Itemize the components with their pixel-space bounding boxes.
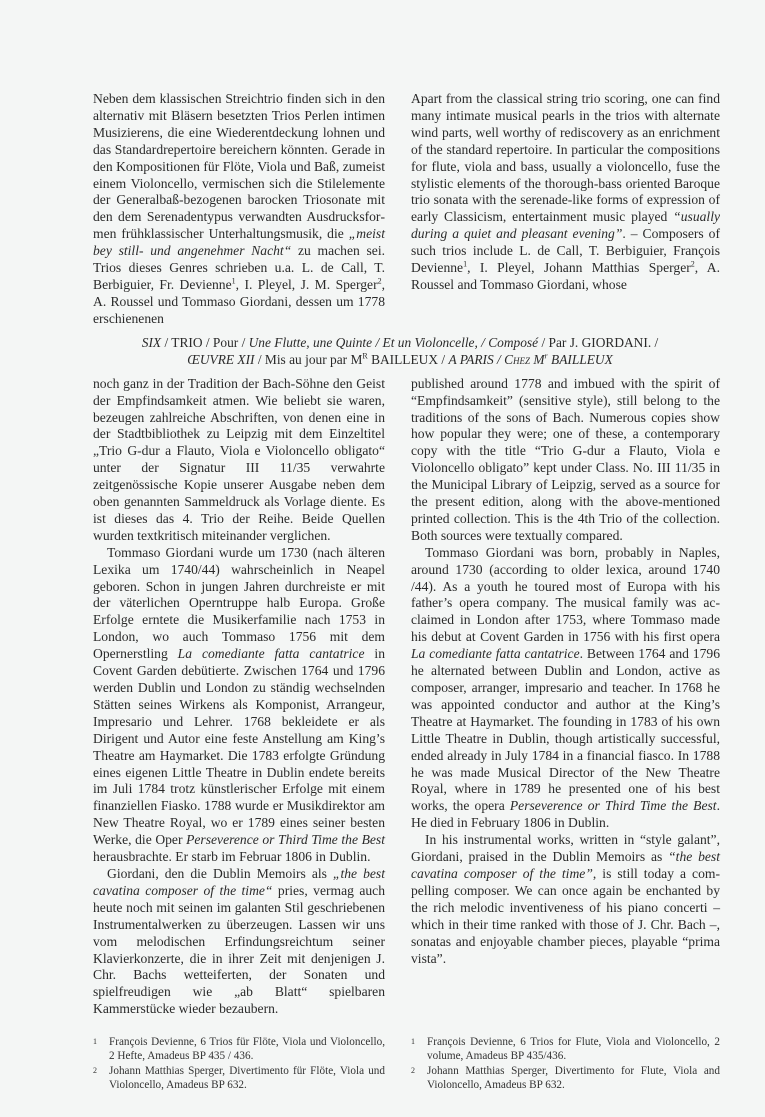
- text-run: , A. Roussel and Tommaso Giordani, whose: [411, 260, 720, 292]
- italic-text: „meist bey still- und angenehmer Nacht“: [93, 226, 385, 259]
- italic-text: ŒUVRE XII: [187, 351, 255, 367]
- footnote-number: 1: [93, 1037, 97, 1047]
- german-footnotes: [93, 1036, 385, 1093]
- german-intro-column: [93, 91, 385, 328]
- footnote-text: François Devienne, 6 Trios für Flöte, Viola und Violoncello, 2 Hefte, Amadeus BP 435 / 436.: [109, 1036, 385, 1062]
- english-paragraph: [411, 376, 720, 545]
- footnote-number: 2: [93, 1065, 97, 1075]
- english-intro-column: [411, 91, 720, 294]
- italic-text: Perseverence or Third Time the Best: [509, 798, 717, 814]
- footnote-ref: 2: [377, 276, 382, 286]
- italic-text: La comediante fatta cantatrice: [411, 646, 580, 662]
- intro-section: [93, 91, 720, 328]
- footnote-text: François Devienne, 6 Trios for Flute, Viola and Violoncello, 2 volume, Amadeus BP 435/436.: [427, 1036, 720, 1062]
- text-run: Apart from the classical string trio scoring, one can find many intimate musical pearls in the trios with alternate wind parts, well worthy of rediscovery as an enrichment of the standard repertoire. In particular the compositions for flute, viola and bass, usually a violoncello, fuse the stylistic elements of the thorough-bass oriented Baroque trio sonata with the serenade-like forms of expression of early Classicism, entertainment music played: [411, 91, 720, 225]
- text-run: BAILLEUX /: [367, 351, 449, 367]
- text-run: / TRIO / Pour /: [161, 334, 249, 350]
- footnote: [411, 1065, 720, 1093]
- english-paragraph: [411, 545, 720, 832]
- footnote: [93, 1036, 385, 1064]
- footnote-ref: r: [544, 351, 548, 361]
- text-run: / Mis au jour par M: [254, 351, 363, 367]
- text-run: , I. Pleyel, Johann Matthias Sperger: [467, 260, 691, 276]
- historical-title-page: [80, 334, 720, 368]
- german-paragraph: [93, 376, 385, 545]
- italic-text: Perseverence or Third Time the Best: [186, 832, 385, 848]
- text-run: , A. Roussel und Tommaso Giordani, dessen um 1778 erschienenen: [93, 276, 385, 326]
- text-run: Giordani, den die Dublin Memoirs als: [107, 865, 333, 881]
- text-run: Tommaso Giordani was born, probably in Naples, around 1730 (according to older lexica, around 1740 /44). As a youth he toured most of Europa with his father’s opera company. The musical family was acclaimed in London after 1753, where Tommaso made his debut at Covent Garden in 1756 with his first opera: [411, 544, 720, 645]
- text-run: Tommaso Giordani wurde um 1730 (nach älteren Lexika um 1740/44) wahrscheinlich in Neapel geboren. Schon in jungen Jahren durchreiste er mit der väterlichen Operntruppe halb Europa. Große Erfolge erntete die Musikerfamilie nach 1753 in London, wo auch Tommaso 1756 mit dem Opernerstling: [93, 544, 385, 662]
- italic-text: Une Flutte, une Quinte / Et un Violoncelle, / Composé: [248, 334, 539, 350]
- english-paragraph: [411, 832, 720, 967]
- italic-text: BAILLEUX: [547, 351, 613, 367]
- title-line-1: [80, 334, 720, 351]
- english-footnotes: [411, 1036, 720, 1093]
- german-paragraph: [93, 866, 385, 1018]
- footnotes-section: [93, 1036, 720, 1093]
- text-run: herausbrachte. Er starb im Februar 1806 in Dublin.: [93, 849, 371, 865]
- italic-text: “usually during a quiet and pleasant evening”: [411, 209, 720, 242]
- text-run: . Between 1764 and 1796 he alternated between Dublin and London, active as composer, arranger, impresario and teacher. In 1768 he was appointed conductor and author at the King’s Theatre at Haymarket. The founding in 1783 of his own Little Theatre in Dublin, though artistically successful, ended already in July 1784 in a financial fiasco. In 1788 he was made Musical Director of the New Theatre Royal, where in 1789 he presented one of his best works, the opera: [411, 646, 720, 814]
- text-run: published around 1778 and imbued with the spirit of “Empfindsamkeit” (sensitive style), still belong to the traditions of the sons of Bach. Numerous copies show how popular they were; one of these, a contemporary copy with the title “Trio G-dur a Flauto, Viola e Violoncello obligato” kept under Class. No. III 11/35 in the Municipal Library of Leipzig, served as a source for the present edition, along with the above-mentioned printed collection. This is the 4th Trio of the collection. Both sources were textually compared.: [411, 375, 720, 543]
- italic-text: SIX: [141, 334, 162, 350]
- footnote-ref: R: [362, 351, 368, 361]
- german-paragraph: [93, 545, 385, 866]
- text-run: noch ganz in der Tradition der Bach-Söhne den Geist der Empfindsamkeit atmen. Wie beliebt sie waren, bezeugen zahlreiche Abschriften, von denen eine in der Stadtbibliothek zu Leipzig mit dem Einzeltitel „Trio G-dur a Flauto, Viola e Violoncello obligato“ unter der Signatur III 11/35 verwahrte zeitgenössische Kopie unserer Ausgabe neben dem oben genannten Sammeldruck als Vorlage diente. Es ist dieses das 4. Trio der Reihe. Beide Quellen wurden textkritisch miteinander verglichen.: [93, 375, 385, 543]
- english-body-column: [411, 376, 720, 968]
- text-run: , is still today a compelling composer. We can once again be enchanted by the rich melodic inventiveness of his piano concerti – which in their time ranked with those of J. Chr. Bach –, sonatas and enjoyable chamber pieces, playable “prima vista”.: [411, 865, 720, 966]
- footnote: [93, 1065, 385, 1093]
- text-run: pries, vermag auch heute noch mit seinen im galanten Stil geschriebenen Instrumentalwerken zu überzeugen. Lassen wir uns vom melodischen Erfindungsreichtum seiner Klavierkonzerte, die in ihrer Zeit mit denjenigen J. Chr. Bachs wetteiferten, der Sonaten und spielfreudigen wie „ab Blatt“ spielbaren Kammerstücke wieder bezaubern.: [93, 882, 385, 1017]
- text-run: , I. Pleyel, J. M. Sperger: [235, 276, 378, 292]
- italic-text: La comediante fatta cantatrice: [177, 646, 365, 662]
- italic-text: “the best cavatina composer of the time”: [411, 849, 720, 881]
- text-run: / Par J. GIORDANI. /: [538, 334, 659, 350]
- text-run: zu machen sei. Trios dieses Genres schrieben u.a. L. de Call, T. Berbiguier, Fr. Devienne: [93, 243, 386, 292]
- english-paragraph: [411, 91, 720, 294]
- text-run: In his instrumental works, written in “style galant”, Giordani, praised in the Dublin Memoirs as: [411, 832, 720, 865]
- footnote-ref: 1: [463, 259, 468, 269]
- text-run: Neben dem klassischen Streichtrio finden sich in den alternativ mit Bläsern besetzten Trios Perlen intimen Musizierens, die eine Wiederentdeckung lohnen und das Standardrepertoire bereichern könnten. Gerade in den Kompositionen für Flöte, Viola und Baß, zumeist einem Violoncello, vermischen sich die Stilelemente der Generalbaß-bezogenen barocken Triosonate mit den dem Serenadentypus verwandten Ausdrucksformen frühklassischer Unterhaltungsmusik, die: [93, 91, 385, 242]
- german-body-column: [93, 376, 385, 1018]
- italic-text: „the best cavatina composer of the time“: [93, 865, 385, 898]
- text-run: . – Composers of such trios include L. de Call, T. Berbiguier, François Devienne: [411, 226, 720, 276]
- german-paragraph: [93, 91, 385, 328]
- footnote-text: Johann Matthias Sperger, Divertimento for Flute, Viola and Violoncello, Amadeus BP 632.: [427, 1064, 720, 1091]
- footnote-number: 2: [411, 1065, 415, 1075]
- title-line-2: [80, 351, 720, 368]
- text-run: in Covent Garden debütierte. Zwischen 1764 und 1796 werden Dublin und London zu ständig wechselnden Stätten seines Wirkens als Komponist, Arrangeur, Impresario und Lehrer. 1768 bekleidete er als Dirigent und Autor eine feste Anstellung am King’s Theatre am Haymarket. Die 1783 erfolgte Gründung eines eigenen Little Theatre in Dublin endete bereits im Juli 1784 trotz künstlerischer Erfolge mit einem finanziellen Fiasko. 1788 wurde er Musikdirektor am New Theatre Royal, wo er 1789 eines seiner besten Werke, die Oper: [93, 646, 385, 848]
- footnote-text: Johann Matthias Sperger, Divertimento für Flöte, Viola und Violoncello, Amadeus BP 632.: [109, 1064, 385, 1091]
- italic-text: A PARIS / Chez M: [448, 351, 545, 367]
- footnote-number: 1: [411, 1037, 415, 1047]
- footnote-ref: 1: [231, 276, 236, 286]
- footnote: [411, 1036, 720, 1064]
- footnote-ref: 2: [690, 259, 695, 269]
- body-section: [93, 376, 720, 1018]
- text-run: . He died in February 1806 in Dublin.: [411, 798, 720, 831]
